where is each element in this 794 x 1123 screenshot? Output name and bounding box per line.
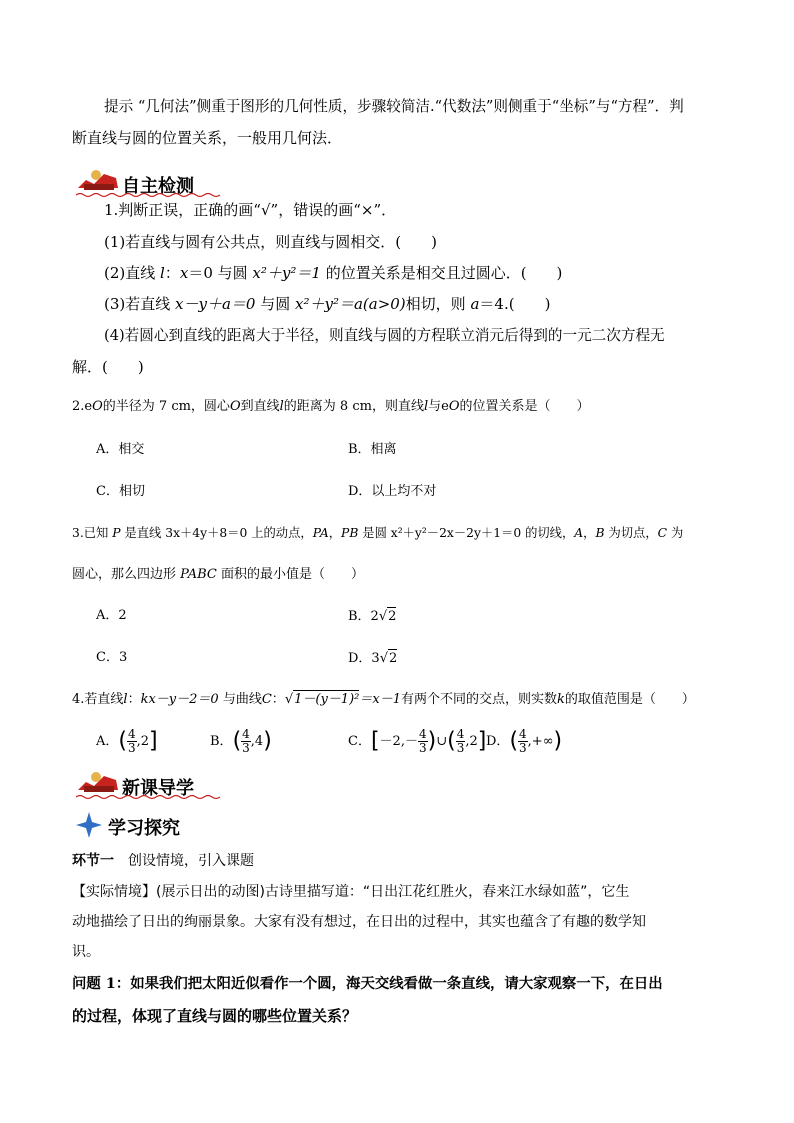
section-title: 自主检测 bbox=[122, 176, 194, 197]
question-1-line-2: 的过程，体现了直线与圆的哪些位置关系？ bbox=[72, 1007, 358, 1025]
wavy-underline bbox=[76, 794, 226, 800]
q2-stem: 2.eO的半径为 7 cm，圆心O到直线l的距离为 8 cm，则直线l与eO的位置关系是（ ） bbox=[72, 399, 590, 414]
q1-stem: 1.判断正误，正确的画“√”，错误的画“×”． bbox=[104, 201, 397, 219]
q3-option-a: A．2 bbox=[96, 608, 127, 623]
q1-item-2: (2)直线 l：x＝0 与圆 x²＋y²＝1 的位置关系是相交且过圆心．( ) bbox=[104, 264, 563, 282]
sqrt-symbol-icon: √ bbox=[379, 651, 388, 666]
section-header-new-lesson bbox=[76, 768, 236, 802]
q4-option-c: C．[－2,－ $\frac{4}{3}$ )∪( $\frac{4}{3}$ ,2] bbox=[348, 727, 487, 755]
subsection-title: 学习探究 bbox=[108, 818, 180, 839]
q2-option-d: D．以上均不对 bbox=[348, 484, 437, 499]
q1-item-4-line2: 解．( ) bbox=[72, 358, 144, 376]
q1-item-1: (1)若直线与圆有公共点，则直线与圆相交．( ) bbox=[104, 233, 437, 251]
q3-option-d: D．3√2 bbox=[348, 651, 398, 666]
q3-option-c: C．3 bbox=[96, 650, 128, 665]
q2-option-b: B．相离 bbox=[348, 442, 397, 457]
scenario-line-2: 动地描绘了日出的绚丽景象。大家有没有想过，在日出的过程中，其实也蕴含了有趣的数学知 bbox=[72, 914, 646, 930]
hint-line-2: 断直线与圆的位置关系，一般用几何法． bbox=[72, 129, 343, 147]
q1-item-4-line1: (4)若圆心到直线的距离大于半径，则直线与圆的方程联立消元后得到的一元二次方程无 bbox=[104, 327, 665, 344]
scenario-line-1: 【实际情境】(展示日出的动图)古诗里描写道：“日出江花红胜火，春来江水绿如蓝”，它生 bbox=[72, 884, 630, 900]
q2-option-a: A．相交 bbox=[96, 442, 145, 457]
question-1-line-1: 问题 1：如果我们把太阳近似看作一个圆，海天交线看做一条直线，请大家观察一下，在日出 bbox=[72, 975, 663, 992]
wavy-underline bbox=[76, 192, 226, 198]
section-header-self-check bbox=[76, 166, 236, 200]
star-icon bbox=[76, 812, 102, 838]
q4-stem: 4.若直线l：kx－y－2＝0 与曲线C：√1－(y－1)²＝x－1有两个不同的交点，则实数k的取值范围是（ ） bbox=[72, 692, 695, 707]
q4-option-a: A．( $\frac{4}{3}$ ,2] bbox=[96, 727, 158, 755]
q3-option-b: B．2√2 bbox=[348, 609, 397, 624]
section-title: 新课导学 bbox=[122, 778, 194, 799]
q3-stem-line1: 3.已知 P 是直线 3x＋4y＋8＝0 上的动点，PA，PB 是圆 x²＋y²－2x－2y＋1＝0 的切线，A，B 为切点，C 为 bbox=[72, 526, 684, 540]
q2-option-c: C．相切 bbox=[96, 484, 145, 499]
q1-item-3: (3)若直线 x－y＋a＝0 与圆 x²＋y²＝a(a>0)相切，则 a＝4.( ) bbox=[104, 295, 551, 313]
q4-option-d: D．( $\frac{4}{3}$ ,+∞) bbox=[486, 727, 563, 755]
sqrt-symbol-icon: √ bbox=[378, 609, 388, 624]
hint-line-1: 提示 “几何法”侧重于图形的几何性质，步骤较简洁.“代数法”则侧重于“坐标”与“方程”．判 bbox=[104, 98, 684, 115]
q4-option-b: B．( $\frac{4}{3}$ ,4) bbox=[210, 727, 272, 755]
stage-heading: 环节一 创设情境，引入课题 bbox=[72, 853, 254, 869]
q3-stem-line2: 圆心，那么四边形 PABC 面积的最小值是（ ） bbox=[72, 567, 364, 582]
scenario-line-3: 识。 bbox=[72, 944, 100, 960]
sqrt-symbol-icon: √ bbox=[284, 692, 294, 707]
